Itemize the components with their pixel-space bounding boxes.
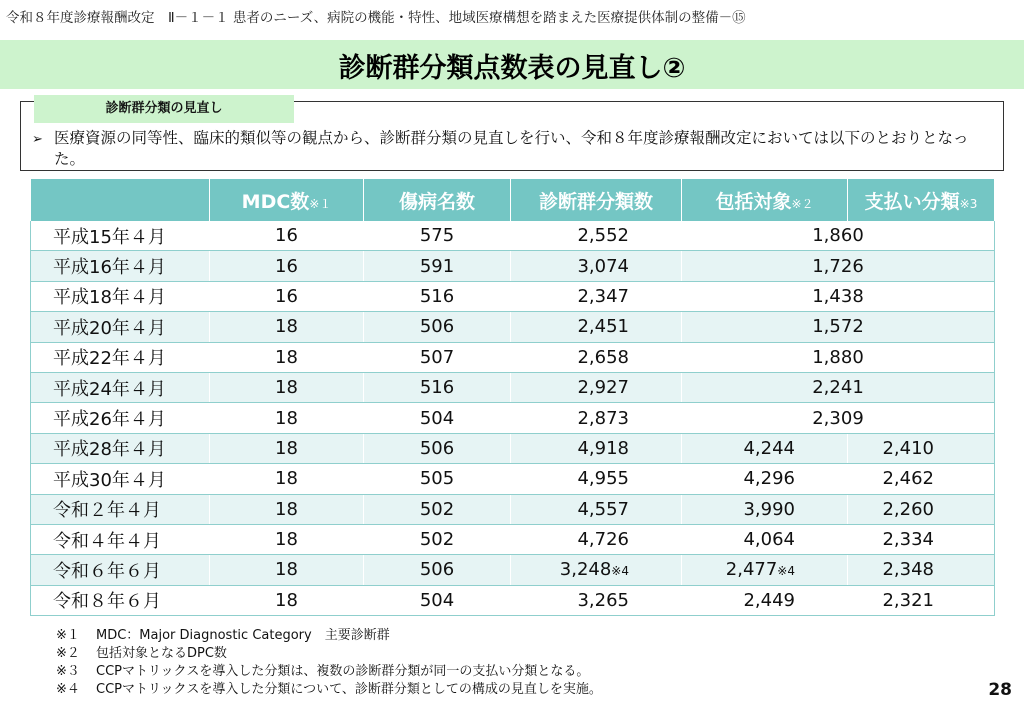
- table-row: [31, 281, 995, 311]
- cell-value: 591: [419, 255, 455, 277]
- cell-value: 18: [275, 498, 298, 520]
- cell-value: 2,462: [882, 468, 934, 490]
- cell-value: 3,990: [743, 498, 795, 520]
- cell-value: 平成30年４月: [53, 469, 166, 491]
- page-title: 診断群分類点数表の見直し②: [338, 53, 686, 84]
- cell-value: 令和４年４月: [53, 530, 161, 552]
- table-cell: [210, 312, 364, 342]
- cell-value: 平成26年４月: [53, 409, 166, 431]
- table-cell: [210, 251, 364, 281]
- footnote: [56, 681, 602, 699]
- table-cell: [511, 312, 682, 342]
- table-body: [31, 221, 995, 616]
- table-row: [31, 464, 995, 494]
- column-header: [210, 179, 364, 221]
- cell-value: 2,321: [882, 589, 934, 611]
- cell-value: 2,241: [812, 377, 864, 399]
- section-tab-label: 診断群分類の見直し: [34, 95, 294, 123]
- table-cell: [511, 281, 682, 311]
- footnote-mark: ※２: [56, 646, 80, 661]
- page-number: 28: [988, 680, 1012, 700]
- table-cell: [364, 555, 511, 585]
- cell-value: 2,552: [577, 225, 629, 247]
- cell-value: 3,265: [577, 589, 629, 611]
- cell-value: 502: [419, 498, 455, 520]
- cell-value: 18: [275, 468, 298, 490]
- footnote: [56, 645, 602, 663]
- table-cell: [511, 464, 682, 494]
- cell-value: 1,572: [812, 316, 864, 338]
- cell-value: 2,873: [577, 407, 629, 429]
- table-row: [31, 342, 995, 372]
- table-cell: [682, 251, 995, 281]
- footnote: [56, 663, 602, 681]
- cell-value: 2,347: [577, 285, 629, 307]
- table-cell: [511, 251, 682, 281]
- cell-value: 平成18年４月: [53, 287, 166, 309]
- footnote-mark: ※３: [56, 664, 80, 679]
- table-cell: [210, 221, 364, 251]
- table-row: [31, 433, 995, 463]
- table-cell: [682, 433, 848, 463]
- table-cell: [511, 494, 682, 524]
- table-cell: [848, 494, 995, 524]
- table-cell: [210, 281, 364, 311]
- cell-value: 令和８年６月: [53, 591, 161, 613]
- table-cell: [682, 281, 995, 311]
- table-cell: [364, 433, 511, 463]
- cell-value: 2,927: [577, 377, 629, 399]
- table-cell: [364, 281, 511, 311]
- cell-value: 506: [419, 559, 455, 581]
- footnote-mark: ※４: [56, 682, 80, 697]
- column-header-note: ※１: [309, 196, 332, 211]
- cell-value: 507: [419, 346, 455, 368]
- column-header-label: MDC数: [241, 190, 310, 213]
- table-row: [31, 494, 995, 524]
- cell-value: 2,348: [882, 559, 934, 581]
- table-cell: [31, 312, 210, 342]
- cell-value: 3,248: [559, 559, 612, 581]
- table-cell: [511, 403, 682, 433]
- table-cell: [511, 342, 682, 372]
- footnote: [56, 627, 602, 645]
- column-header: [682, 179, 848, 221]
- table-cell: [682, 312, 995, 342]
- cell-value: 1,438: [812, 285, 864, 307]
- column-header: [364, 179, 511, 221]
- table-cell: [210, 555, 364, 585]
- table-cell: [210, 585, 364, 615]
- cell-value: 2,451: [577, 316, 629, 338]
- cell-value: 506: [419, 316, 455, 338]
- cell-value: 575: [419, 225, 455, 247]
- table-cell: [511, 585, 682, 615]
- table-cell: [31, 221, 210, 251]
- dpc-table: [30, 179, 995, 616]
- cell-note: ※4: [777, 564, 795, 579]
- cell-value: 18: [275, 407, 298, 429]
- table-cell: [682, 403, 995, 433]
- table-cell: [682, 494, 848, 524]
- cell-value: 505: [419, 468, 455, 490]
- cell-value: 18: [275, 316, 298, 338]
- table-cell: [682, 524, 848, 554]
- table-cell: [848, 555, 995, 585]
- cell-value: 504: [419, 407, 455, 429]
- summary-text: 医療資源の同等性、臨床的類似等の観点から、診断群分類の見直しを行い、令和８年度診療報酬改定においては以下のとおりとなった。: [54, 129, 969, 168]
- cell-value: 4,557: [577, 498, 629, 520]
- table-cell: [364, 221, 511, 251]
- table-cell: [210, 433, 364, 463]
- table-row: [31, 403, 995, 433]
- footnote-text: CCPマトリックスを導入した分類について、診断群分類としての構成の見直しを実施。: [96, 682, 602, 697]
- table-cell: [31, 585, 210, 615]
- cell-value: 令和２年４月: [53, 500, 161, 522]
- table-row: [31, 372, 995, 402]
- table-cell: [682, 555, 848, 585]
- table-cell: [511, 372, 682, 402]
- cell-value: 1,880: [812, 346, 864, 368]
- column-header-note: ※２: [791, 196, 814, 211]
- table-cell: [364, 403, 511, 433]
- cell-value: 502: [419, 529, 455, 551]
- cell-value: 2,449: [743, 589, 795, 611]
- table-cell: [210, 524, 364, 554]
- cell-value: 平成22年４月: [53, 348, 166, 370]
- footnote-text: 包括対象となるDPC数: [96, 646, 227, 661]
- table-cell: [210, 372, 364, 402]
- cell-value: 平成20年４月: [53, 317, 166, 339]
- column-header-note: ※3: [959, 196, 978, 211]
- cell-value: 2,309: [812, 407, 864, 429]
- cell-value: 16: [275, 285, 298, 307]
- cell-value: 4,955: [577, 468, 629, 490]
- cell-note: ※4: [611, 564, 629, 579]
- table-cell: [848, 464, 995, 494]
- arrow-bullet-icon: ➢: [32, 132, 43, 147]
- column-header: [848, 179, 995, 221]
- table-cell: [511, 433, 682, 463]
- table-cell: [848, 433, 995, 463]
- table-cell: [364, 524, 511, 554]
- cell-value: 4,244: [743, 437, 795, 459]
- cell-value: 18: [275, 346, 298, 368]
- table-cell: [364, 494, 511, 524]
- table-cell: [682, 372, 995, 402]
- table-cell: [364, 464, 511, 494]
- table-cell: [364, 312, 511, 342]
- table-cell: [511, 221, 682, 251]
- table-header-row: [31, 179, 995, 221]
- column-header-label: 包括対象: [715, 190, 792, 213]
- table-cell: [682, 342, 995, 372]
- table-row: [31, 221, 995, 251]
- table-cell: [31, 494, 210, 524]
- table-cell: [210, 494, 364, 524]
- table-cell: [210, 403, 364, 433]
- cell-value: 18: [275, 377, 298, 399]
- cell-value: 16: [275, 225, 298, 247]
- cell-value: 4,064: [743, 529, 795, 551]
- column-header: [511, 179, 682, 221]
- cell-value: 平成24年４月: [53, 378, 166, 400]
- table-cell: [31, 403, 210, 433]
- breadcrumb: 令和８年度診療報酬改定 Ⅱ－１－１ 患者のニーズ、病院の機能・特性、地域医療構想を踏まえた医療提供体制の整備－⑮: [6, 10, 746, 26]
- footnotes: [56, 627, 602, 699]
- cell-value: 506: [419, 437, 455, 459]
- table-cell: [31, 251, 210, 281]
- table-cell: [364, 342, 511, 372]
- cell-value: 4,726: [577, 529, 629, 551]
- footnote-text: CCPマトリックスを導入した分類は、複数の診断群分類が同一の支払い分類となる。: [96, 664, 590, 679]
- column-header-label: 診断群分類数: [538, 190, 653, 213]
- cell-value: 2,260: [882, 498, 934, 520]
- cell-value: 504: [419, 589, 455, 611]
- table-row: [31, 585, 995, 615]
- footnote-mark: ※１: [56, 628, 80, 643]
- table-cell: [31, 281, 210, 311]
- cell-value: 2,410: [882, 437, 934, 459]
- column-header: [31, 179, 210, 221]
- table-cell: [210, 342, 364, 372]
- table-cell: [364, 372, 511, 402]
- cell-value: 1,860: [812, 225, 864, 247]
- cell-value: 平成15年４月: [53, 226, 166, 248]
- table-cell: [31, 555, 210, 585]
- table-cell: [848, 585, 995, 615]
- table-cell: [511, 524, 682, 554]
- table-cell: [364, 585, 511, 615]
- cell-value: 3,074: [577, 255, 629, 277]
- cell-value: 平成28年４月: [53, 439, 166, 461]
- cell-value: 2,477: [725, 559, 778, 581]
- table-row: [31, 312, 995, 342]
- cell-value: 18: [275, 559, 298, 581]
- table-cell: [511, 555, 682, 585]
- table-cell: [31, 342, 210, 372]
- column-header-label: 支払い分類: [864, 190, 960, 213]
- footnote-text: MDC：Major Diagnostic Category 主要診断群: [96, 628, 390, 643]
- table-row: [31, 524, 995, 554]
- table-cell: [682, 585, 848, 615]
- cell-value: 平成16年４月: [53, 257, 166, 279]
- summary-bullet: [32, 128, 992, 170]
- cell-value: 18: [275, 437, 298, 459]
- table-cell: [210, 464, 364, 494]
- cell-value: 516: [419, 285, 455, 307]
- table-cell: [31, 372, 210, 402]
- cell-value: 4,918: [577, 437, 629, 459]
- cell-value: 2,334: [882, 529, 934, 551]
- cell-value: 2,658: [577, 346, 629, 368]
- cell-value: 令和６年６月: [53, 560, 161, 582]
- table-cell: [31, 524, 210, 554]
- table-cell: [31, 464, 210, 494]
- table-cell: [682, 221, 995, 251]
- table-row: [31, 555, 995, 585]
- table-row: [31, 251, 995, 281]
- column-header-label: 傷病名数: [398, 190, 475, 213]
- cell-value: 18: [275, 589, 298, 611]
- table-cell: [31, 433, 210, 463]
- cell-value: 4,296: [743, 468, 795, 490]
- cell-value: 516: [419, 377, 455, 399]
- table-cell: [364, 251, 511, 281]
- cell-value: 18: [275, 529, 298, 551]
- cell-value: 1,726: [812, 255, 864, 277]
- table-cell: [682, 464, 848, 494]
- table-cell: [848, 524, 995, 554]
- cell-value: 16: [275, 255, 298, 277]
